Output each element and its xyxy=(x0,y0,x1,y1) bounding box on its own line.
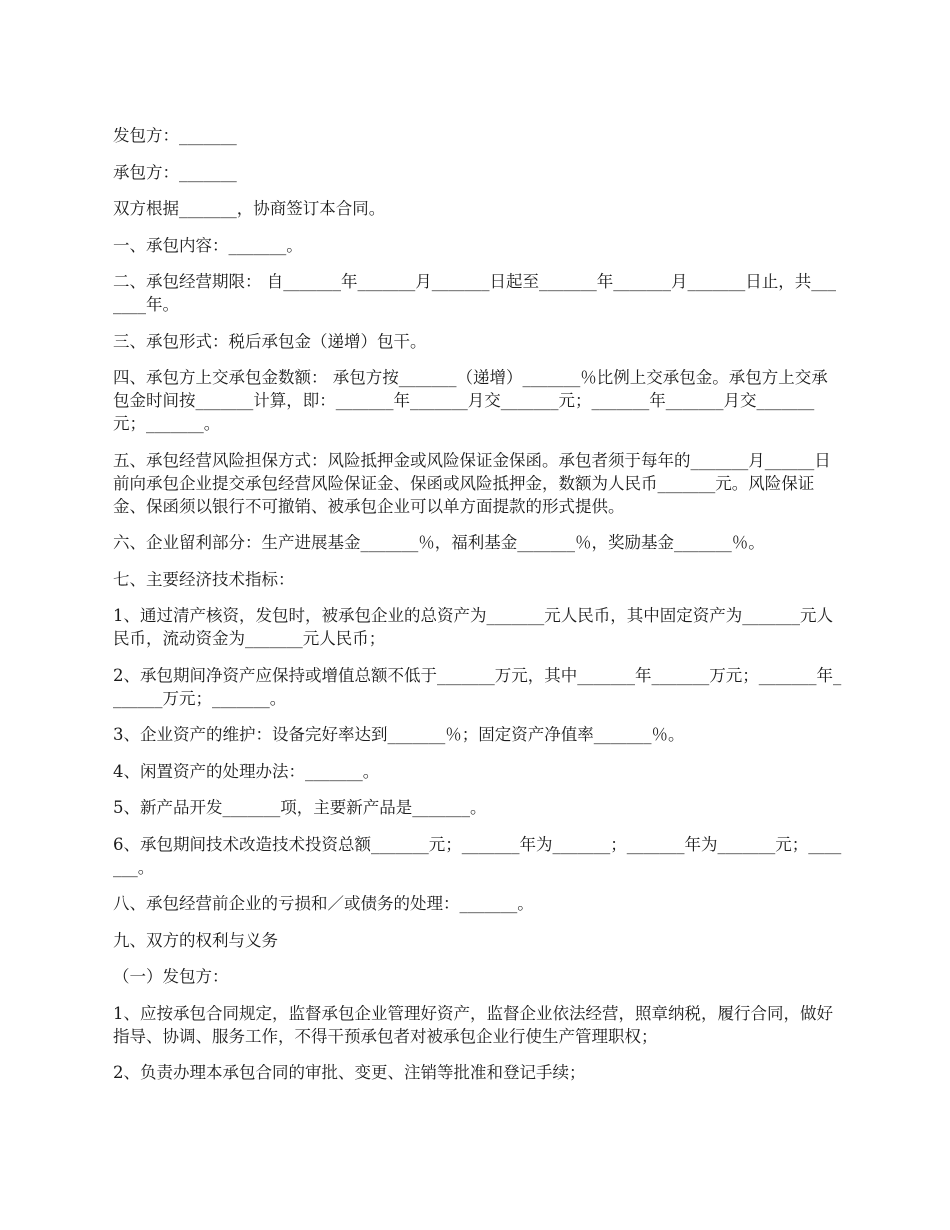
clause-4-payment: 四、承包方上交承包金数额： 承包方按_______（递增）_______％比例上交承包金。承包方上交承包金时间按_______计算，即：_______年_______月交_______元；_______年_______月交_______元；_______。 xyxy=(113,368,828,433)
indicator-5: 5、新产品开发_______项，主要新产品是_______。 xyxy=(113,798,487,817)
indicator-6: 6、承包期间技术改造技术投资总额_______元；_______年为_______；_______年为_______元；_______。 xyxy=(113,834,842,877)
party-a-duty-1: 1、应按承包合同规定，监督承包企业管理好资产，监督企业依法经营，照章纳税，履行合同，做好指导、协调、服务工作，不得干预承包者对被承包企业行使生产管理职权； xyxy=(113,1003,833,1046)
clause-6-retained-profit: 六、企业留利部分：生产进展基金_______％，福利基金_______％，奖励基金_______％。 xyxy=(113,533,765,552)
party-b-line: 承包方：_______ xyxy=(113,162,237,182)
party-a-duty-2: 2、负责办理本承包合同的审批、变更、注销等批准和登记手续； xyxy=(113,1063,586,1082)
indicator-2: 2、承包期间净资产应保持或增值总额不低于_______万元，其中_______年_______万元；_______年_______万元；_______。 xyxy=(113,665,842,708)
clause-5-guarantee: 五、承包经营风险担保方式：风险抵押金或风险保证金保函。承包者须于每年的_______月______日前向承包企业提交承包经营风险保证金、保函或风险抵押金，数额为人民币_______元。风险保证金、保函须以银行不可撤销、被承包企业可以单方面提款的形式提供。 xyxy=(113,450,831,516)
clause-9-heading: 九、双方的权利与义务 xyxy=(113,930,278,950)
indicator-1: 1、通过清产核资，发包时，被承包企业的总资产为_______元人民币，其中固定资产为_______元人民币，流动资金为_______元人民币； xyxy=(113,606,833,648)
subsection-party-a: （一）发包方： xyxy=(113,967,229,986)
clause-2-term: 二、承包经营期限： 自_______年_______月_______日起至_______年_______月_______日止，共_______年。 xyxy=(113,272,836,314)
indicator-4: 4、闲置资产的处理办法：_______。 xyxy=(113,761,380,781)
contract-document xyxy=(113,124,843,1098)
indicator-3: 3、企业资产的维护：设备完好率达到_______％；固定资产净值率_______％。 xyxy=(113,725,685,744)
clause-3-form: 三、承包形式：税后承包金（递增）包干。 xyxy=(113,331,427,351)
party-a-line: 发包方：_______ xyxy=(113,126,237,145)
preamble: 双方根据_______，协商签订本合同。 xyxy=(113,199,386,218)
clause-1-content: 一、承包内容：_______。 xyxy=(113,235,303,255)
clause-8-debts: 八、承包经营前企业的亏损和／或债务的处理：_______。 xyxy=(113,894,534,913)
clause-7-heading: 七、主要经济技术指标： xyxy=(113,569,295,589)
